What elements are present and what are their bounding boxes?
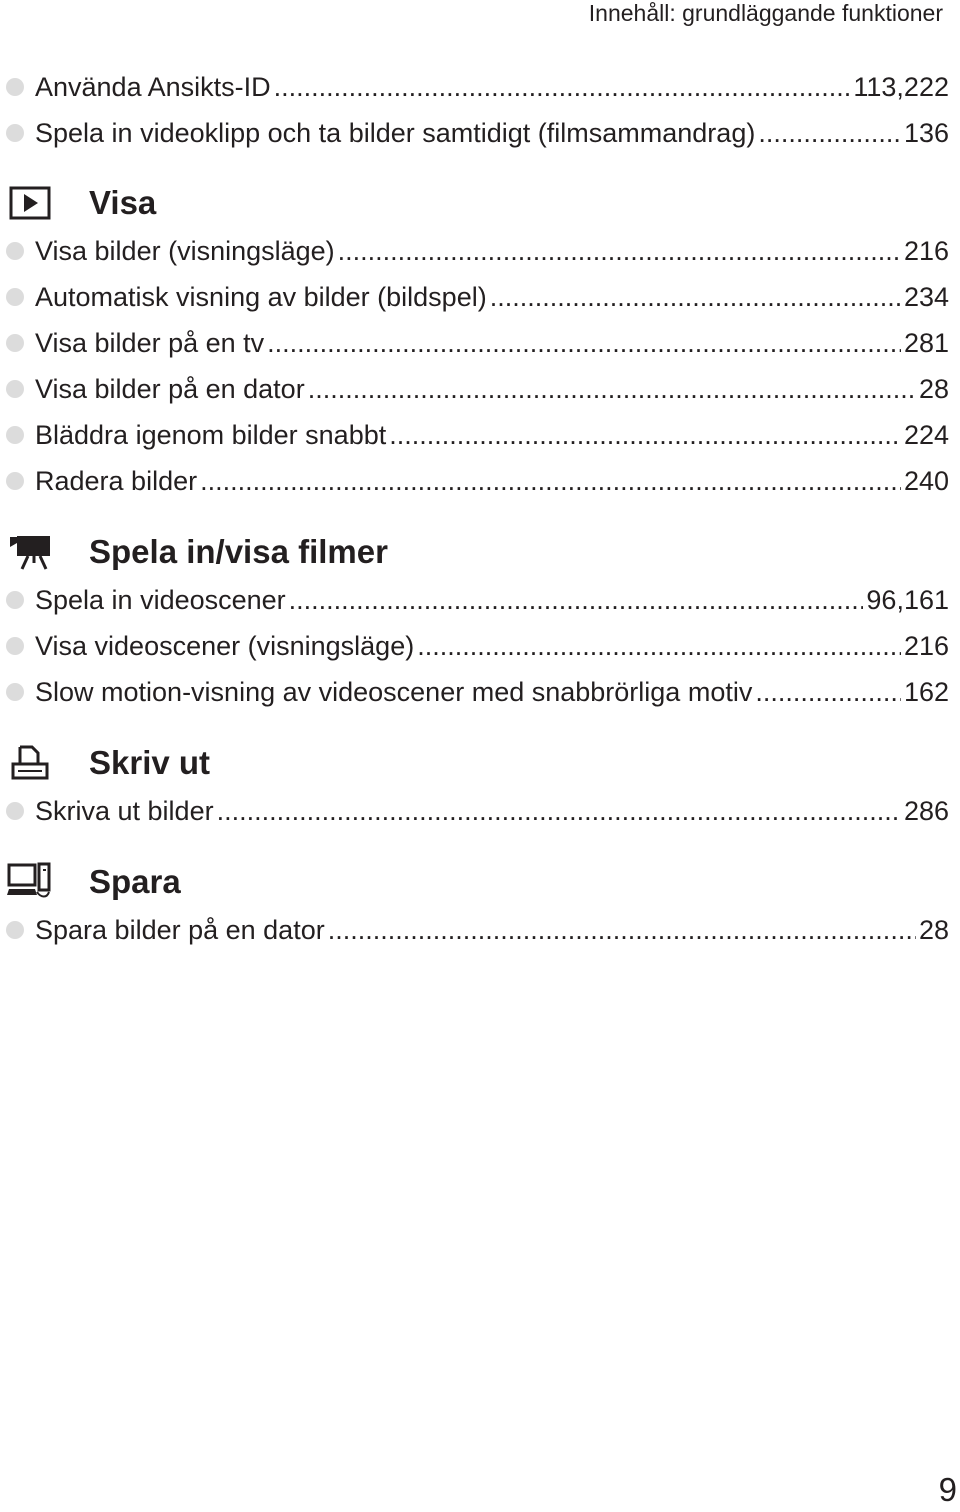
entry-page: 162: [903, 676, 949, 707]
bullet-icon: [6, 591, 24, 609]
running-header: Innehåll: grundläggande funktioner: [588, 0, 943, 26]
entry-label: Visa bilder på en dator: [35, 373, 305, 404]
dot-leader: [200, 466, 901, 497]
bullet-icon: [6, 334, 24, 352]
bullet-icon: [6, 637, 24, 655]
bullet-icon: [6, 472, 24, 490]
dot-leader: [274, 72, 851, 103]
movie-camera-icon: [7, 532, 53, 572]
entry-label: Visa bilder på en tv: [35, 327, 265, 358]
entry-label: Automatisk visning av bilder (bildspel): [35, 281, 487, 312]
section-heading-save: [7, 860, 181, 904]
entry-label: Spela in videoscener: [35, 584, 286, 615]
dot-leader: [217, 796, 901, 827]
bullet-icon: [6, 921, 24, 939]
entry-page: 96,161: [866, 584, 949, 615]
bullet-icon: [6, 124, 24, 142]
entry-page: 286: [903, 795, 949, 826]
dot-leader: [755, 677, 901, 708]
toc-entry[interactable]: [6, 629, 949, 663]
entry-label: Slow motion-visning av videoscener med snabbrörliga motiv: [35, 676, 753, 707]
playback-icon: [7, 183, 53, 223]
section-heading-print: [7, 741, 210, 785]
entry-page: 216: [903, 630, 949, 661]
toc-entry-movie-digest[interactable]: [6, 116, 949, 150]
entry-page: 136: [903, 117, 949, 148]
toc-entry[interactable]: [6, 418, 949, 452]
dot-leader: [328, 915, 916, 946]
toc-entry[interactable]: [6, 675, 949, 709]
bullet-icon: [6, 802, 24, 820]
entry-label: Använda Ansikts-ID: [35, 71, 271, 102]
toc-entry[interactable]: [6, 372, 949, 406]
entry-page: 216: [903, 235, 949, 266]
toc-entry[interactable]: [6, 794, 949, 828]
entry-page: 28: [918, 914, 949, 945]
section-heading-movies: [7, 530, 388, 574]
bullet-icon: [6, 288, 24, 306]
section-title: Visa: [89, 184, 157, 221]
toc-entry[interactable]: [6, 326, 949, 360]
entry-page: 224: [903, 419, 949, 450]
dot-leader: [758, 118, 901, 149]
entry-label: Visa videoscener (visningsläge): [35, 630, 415, 661]
toc-entry-use-face-id[interactable]: [6, 70, 949, 104]
toc-entry[interactable]: [6, 913, 949, 947]
page-number: 9: [938, 1471, 957, 1508]
dot-leader: [267, 328, 901, 359]
dot-leader: [289, 585, 864, 616]
entry-label: Radera bilder: [35, 465, 198, 496]
entry-label: Spela in videoklipp och ta bilder samtidigt (filmsammandrag): [35, 117, 756, 148]
entry-page: 113,222: [853, 71, 949, 102]
toc-entry[interactable]: [6, 464, 949, 498]
dot-leader: [389, 420, 901, 451]
section-heading-visa: [7, 181, 156, 225]
dot-leader: [338, 236, 901, 267]
computer-icon: [7, 862, 53, 902]
entry-label: Skriva ut bilder: [35, 795, 214, 826]
section-title: Skriv ut: [89, 744, 211, 781]
dot-leader: [417, 631, 901, 662]
dot-leader: [308, 374, 916, 405]
toc-entry[interactable]: [6, 234, 949, 268]
section-title: Spela in/visa filmer: [89, 533, 388, 570]
entry-page: 240: [903, 465, 949, 496]
entry-page: 234: [903, 281, 949, 312]
section-title: Spara: [89, 863, 181, 900]
bullet-icon: [6, 683, 24, 701]
entry-page: 281: [903, 327, 949, 358]
toc-entry[interactable]: [6, 583, 949, 617]
entry-label: Visa bilder (visningsläge): [35, 235, 335, 266]
bullet-icon: [6, 242, 24, 260]
toc-entry[interactable]: [6, 280, 949, 314]
printer-icon: [7, 743, 53, 783]
entry-label: Spara bilder på en dator: [35, 914, 325, 945]
entry-label: Bläddra igenom bilder snabbt: [35, 419, 387, 450]
bullet-icon: [6, 426, 24, 444]
bullet-icon: [6, 78, 24, 96]
entry-page: 28: [918, 373, 949, 404]
dot-leader: [490, 282, 901, 313]
bullet-icon: [6, 380, 24, 398]
